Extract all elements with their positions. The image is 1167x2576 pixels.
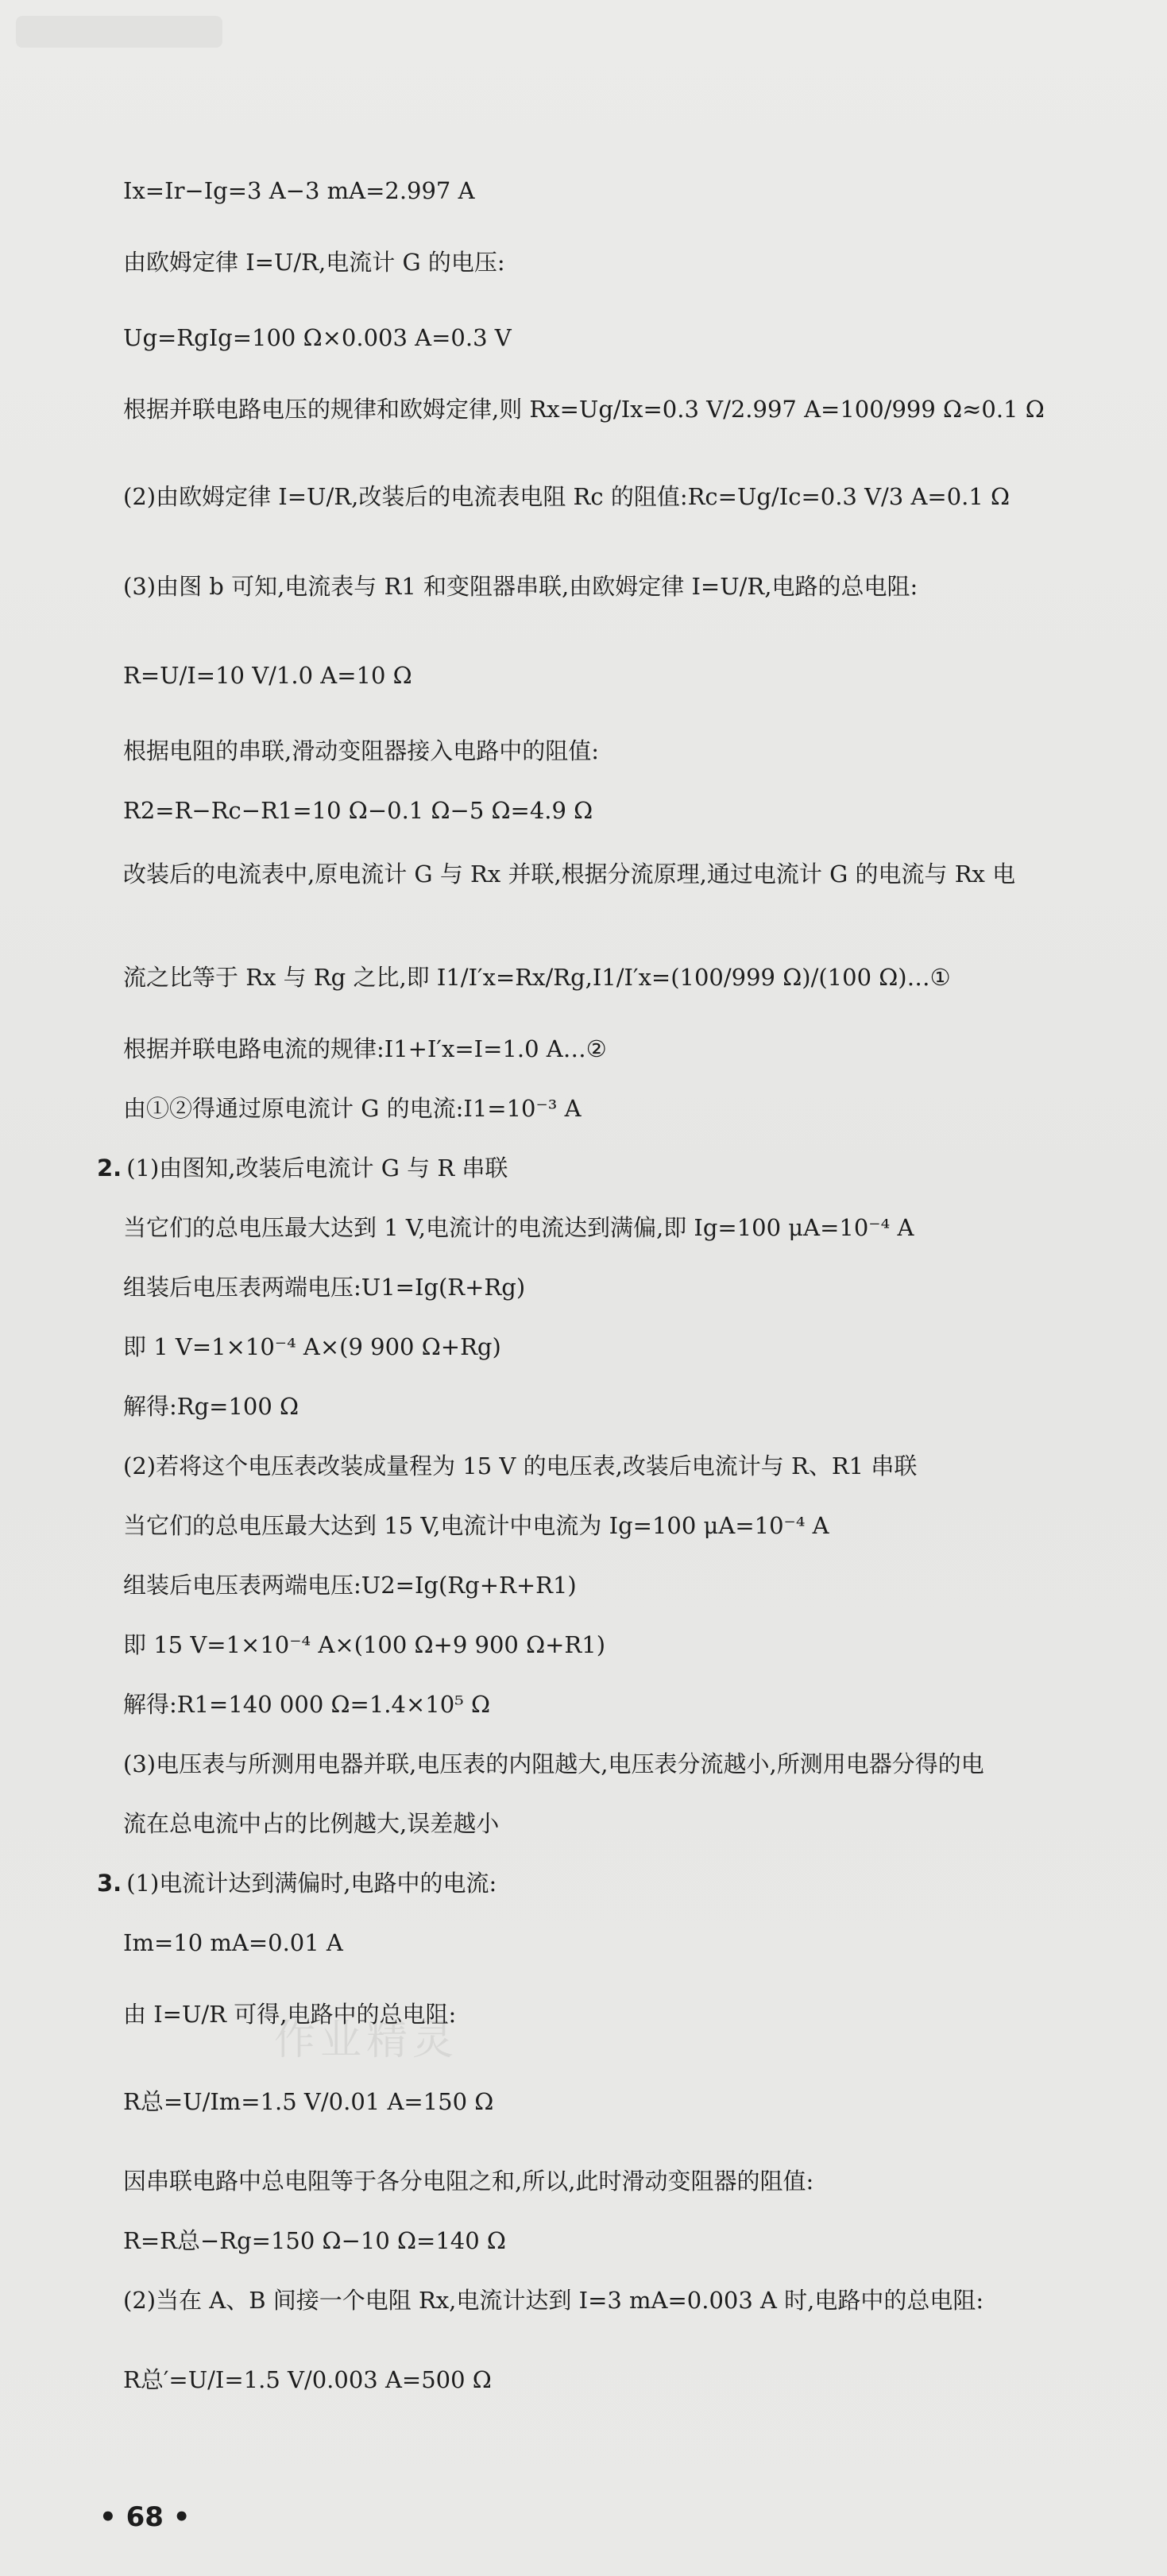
page-smudge	[16, 16, 222, 48]
line-text: 由欧姆定律 I=U/R,电流计 G 的电压:	[123, 249, 505, 276]
text-line	[123, 2165, 813, 2197]
text-line	[123, 1688, 490, 1720]
line-text: 组装后电压表两端电压:U2=Ig(Rg+R+R1)	[123, 1572, 577, 1599]
text-line	[123, 659, 412, 691]
text-line	[123, 1450, 917, 1482]
line-text: R=U/I=10 V/1.0 A=10 Ω	[123, 662, 412, 689]
line-text: 解得:R1=140 000 Ω=1.4×10⁵ Ω	[123, 1691, 491, 1718]
line-text: (3)电压表与所测用电器并联,电压表的内阻越大,电压表分流越小,所测用电器分得的电	[123, 1750, 984, 1777]
text-line	[123, 2225, 506, 2257]
text-line	[123, 2284, 983, 2316]
line-text: 当它们的总电压最大达到 15 V,电流计中电流为 Ig=100 μA=10⁻⁴ A	[123, 1512, 829, 1539]
text-line	[123, 858, 1015, 890]
line-text: (1)由图知,改装后电流计 G 与 R 串联	[126, 1155, 508, 1182]
text-line	[123, 175, 475, 207]
line-text: Ix=Ir−Ig=3 A−3 mA=2.997 A	[123, 177, 475, 204]
watermark: 作业精灵	[274, 2017, 459, 2064]
line-text: 根据并联电路电压的规律和欧姆定律,则 Rx=Ug/Ix=0.3 V/2.997 A=100/999 Ω≈0.1 Ω	[123, 396, 1045, 423]
text-line	[123, 1569, 577, 1601]
question-number: 2.	[97, 1155, 122, 1182]
line-text: 即 1 V=1×10⁻⁴ A×(9 900 Ω+Rg)	[123, 1333, 501, 1360]
text-line	[123, 571, 918, 602]
text-line	[123, 1212, 914, 1244]
line-text: (3)由图 b 可知,电流表与 R1 和变阻器串联,由欧姆定律 I=U/R,电路的总电阻:	[123, 573, 918, 600]
line-text: Im=10 mA=0.01 A	[123, 1929, 343, 1956]
text-line	[123, 322, 512, 354]
text-line	[123, 1629, 605, 1661]
page-number: • 68 •	[99, 2501, 191, 2533]
text-line	[123, 481, 1010, 512]
line-text: 根据并联电路电流的规律:I1+I′x=I=1.0 A…②	[123, 1035, 607, 1062]
line-text: 流之比等于 Rx 与 Rg 之比,即 I1/I′x=Rx/Rg,I1/I′x=(100/999 Ω)/(100 Ω)…①	[123, 964, 951, 991]
line-text: Ug=RgIg=100 Ω×0.003 A=0.3 V	[123, 324, 512, 351]
question-start-line	[97, 1867, 497, 1899]
line-text: R总′=U/I=1.5 V/0.003 A=500 Ω	[123, 2366, 492, 2393]
line-text: 由①②得通过原电流计 G 的电流:I1=10⁻³ A	[123, 1095, 582, 1122]
line-text: 改装后的电流表中,原电流计 G 与 Rx 并联,根据分流原理,通过电流计 G 的电流与 Rx 电	[123, 861, 1016, 888]
question-start-line	[97, 1152, 508, 1184]
text-line	[123, 1808, 499, 1839]
line-text: 根据电阻的串联,滑动变阻器接入电路中的阻值:	[123, 737, 599, 764]
line-text: 组装后电压表两端电压:U1=Ig(R+Rg)	[123, 1274, 526, 1301]
text-line	[123, 1927, 343, 1959]
text-line	[123, 1331, 501, 1363]
text-line	[123, 246, 505, 278]
line-text: R总=U/Im=1.5 V/0.01 A=150 Ω	[123, 2088, 494, 2115]
line-text: R=R总−Rg=150 Ω−10 Ω=140 Ω	[123, 2227, 506, 2254]
line-text: 解得:Rg=100 Ω	[123, 1393, 299, 1420]
line-text: 流在总电流中占的比例越大,误差越小	[123, 1810, 500, 1837]
line-text: (1)电流计达到满偏时,电路中的电流:	[126, 1870, 497, 1897]
line-text: 即 15 V=1×10⁻⁴ A×(100 Ω+9 900 Ω+R1)	[123, 1631, 606, 1658]
text-line	[123, 735, 599, 767]
text-line	[123, 1093, 582, 1124]
text-line	[123, 2086, 493, 2118]
question-number: 3.	[97, 1870, 122, 1897]
line-text: (2)当在 A、B 间接一个电阻 Rx,电流计达到 I=3 mA=0.003 A 时,电路中的总电阻:	[123, 2287, 984, 2314]
line-text: 因串联电路中总电阻等于各分电阻之和,所以,此时滑动变阻器的阻值:	[123, 2168, 814, 2195]
text-line	[123, 1748, 984, 1780]
line-text: R2=R−Rc−R1=10 Ω−0.1 Ω−5 Ω=4.9 Ω	[123, 797, 593, 824]
line-text: (2)由欧姆定律 I=U/R,改装后的电流表电阻 Rc 的阻值:Rc=Ug/Ic=0.3 V/3 A=0.1 Ω	[123, 483, 1010, 510]
text-line	[123, 393, 1045, 425]
text-line	[123, 961, 951, 993]
text-line	[123, 795, 593, 826]
text-line	[123, 1271, 525, 1303]
line-text: 当它们的总电压最大达到 1 V,电流计的电流达到满偏,即 Ig=100 μA=10⁻⁴ A	[123, 1214, 914, 1241]
text-line	[123, 1510, 829, 1541]
line-text: 由 I=U/R 可得,电路中的总电阻:	[123, 2001, 457, 2028]
text-line	[123, 2364, 492, 2396]
text-line	[123, 1390, 299, 1422]
text-line	[123, 1033, 607, 1065]
line-text: (2)若将这个电压表改装成量程为 15 V 的电压表,改装后电流计与 R、R1 串联	[123, 1452, 918, 1479]
